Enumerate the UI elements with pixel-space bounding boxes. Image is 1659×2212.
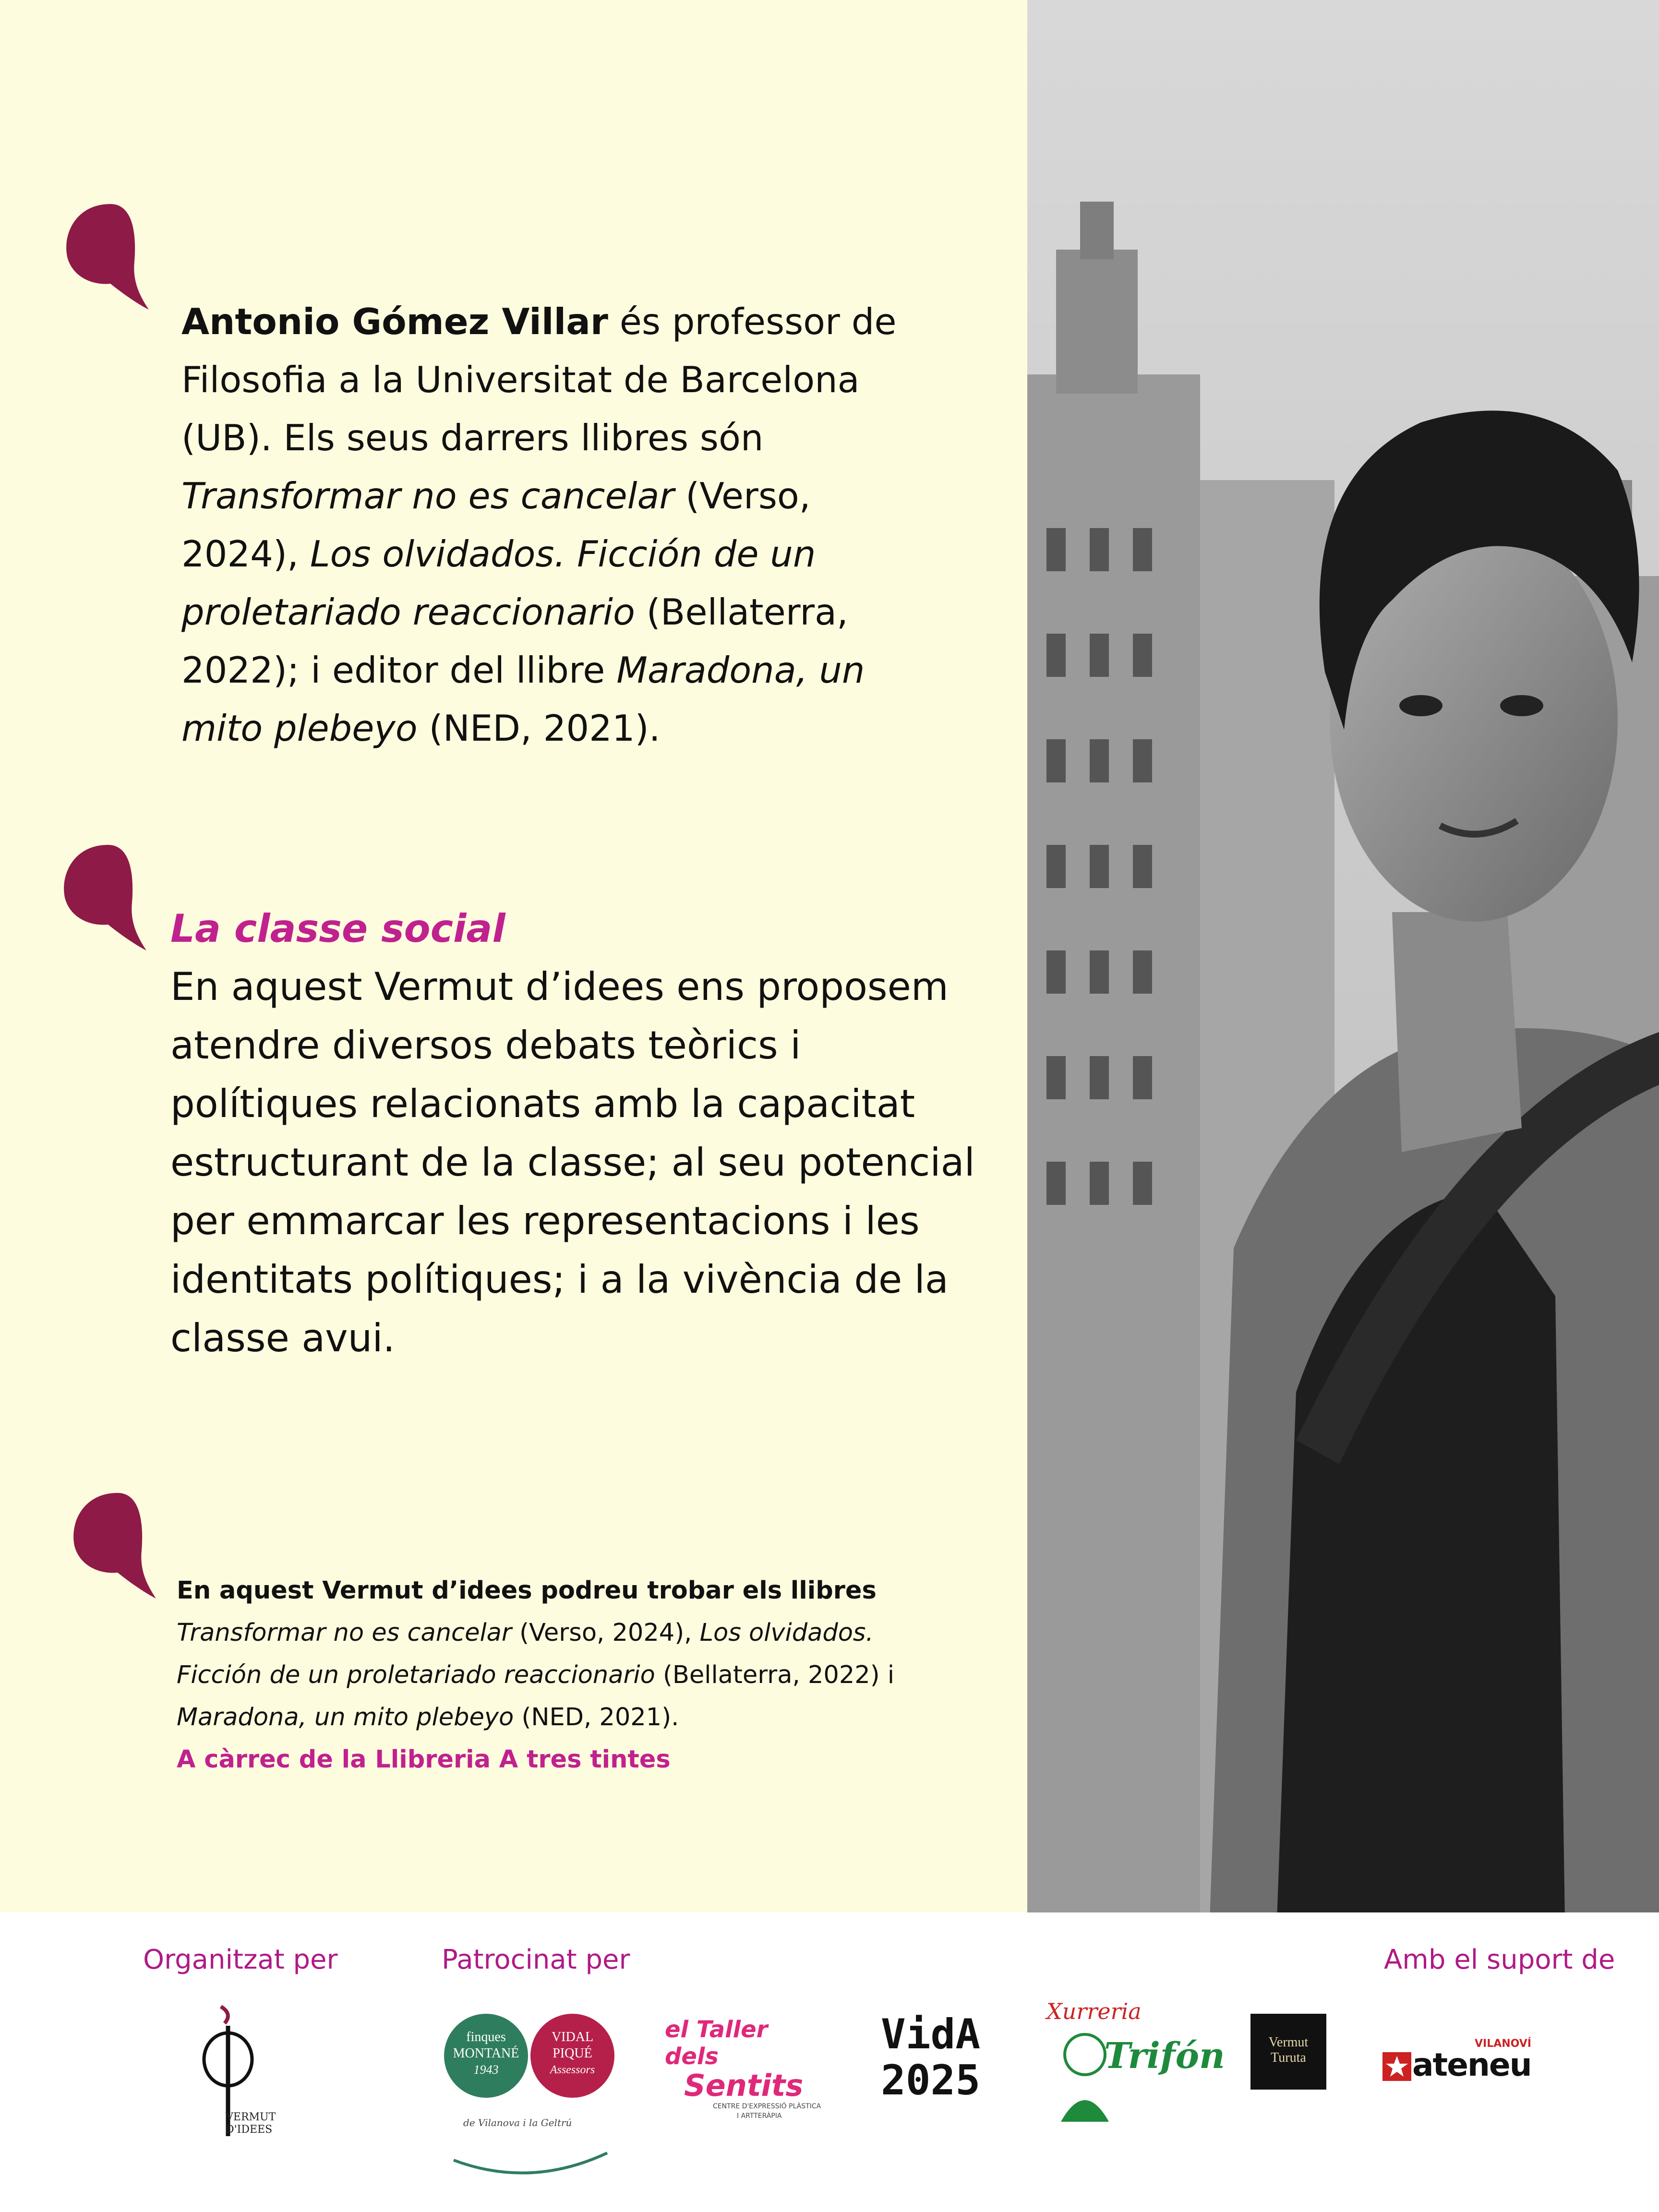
montane-line1: finques xyxy=(466,2030,506,2044)
book-title: Los olvidados. Ficción de un proletariado reaccionario xyxy=(177,1619,874,1689)
taller-line2: Sentits xyxy=(684,2068,804,2103)
vermut-logo-line2: D'IDEES xyxy=(226,2124,273,2136)
bio-paragraph xyxy=(181,293,930,757)
montane-line3: 1943 xyxy=(473,2063,499,2077)
quote-mark-icon xyxy=(55,840,151,955)
ateneu-line2: VILANOVÍ xyxy=(1475,2038,1531,2050)
vida-line1: VidA xyxy=(881,2010,981,2058)
ateneu-line1: ateneu xyxy=(1412,2046,1531,2083)
signature-logo xyxy=(444,2107,617,2179)
books-text: (Bellaterra, 2022) i xyxy=(655,1661,895,1689)
topic-section xyxy=(170,900,996,1368)
xurreria-line1: Xurreria xyxy=(1046,1998,1142,2024)
sponsored-by-label: Patrocinat per xyxy=(442,1944,630,1975)
vida-line2: 2025 xyxy=(881,2056,981,2104)
bio-text: (Verso, 2024), xyxy=(181,475,811,575)
books-section xyxy=(177,1570,926,1781)
books-list xyxy=(177,1612,926,1739)
bio-text: (NED, 2021). xyxy=(417,707,661,749)
taller-sentits-logo xyxy=(665,2016,828,2120)
turuta-line2: Turuta xyxy=(1271,2050,1306,2065)
xurreria-line2: Trifón xyxy=(1104,2035,1225,2077)
books-intro: En aquest Vermut d’idees podreu trobar els llibres xyxy=(177,1576,877,1605)
taller-line1: el Taller dels xyxy=(665,2016,768,2070)
turuta-line1: Vermut xyxy=(1268,2035,1309,2050)
vermut-idees-logo xyxy=(187,2002,276,2146)
topic-description: En aquest Vermut d’idees ens proposem atendre diversos debats teòrics i polítiques relacionats amb la capacitat estructurant de la classe; al seu potencial per emmarcar les representacions i les identitats polítiques; i a la vivència de la classe avui. xyxy=(170,964,975,1360)
portrait-photo xyxy=(1027,0,1659,1912)
organized-by-label: Organitzat per xyxy=(143,1944,338,1975)
vida-2025-logo xyxy=(881,2011,1001,2107)
vidal-line3: Assessors xyxy=(550,2064,595,2076)
supported-by-label: Amb el suport de xyxy=(1384,1944,1615,1975)
taller-line4: I ARTTERÀPIA xyxy=(737,2112,782,2120)
topic-title: La classe social xyxy=(170,906,505,951)
vermut-logo-line1: VERMUT xyxy=(226,2111,276,2123)
vermut-turuta-logo xyxy=(1250,2014,1326,2090)
finques-montane-logo xyxy=(444,2014,528,2098)
author-name: Antonio Gómez Villar xyxy=(181,301,608,343)
book-title: Transformar no es cancelar xyxy=(177,1619,512,1647)
montane-line2: MONTANÉ xyxy=(453,2046,519,2061)
star-icon xyxy=(1382,2052,1411,2081)
books-text: (Verso, 2024), xyxy=(511,1619,700,1647)
ateneu-vilanovi-logo xyxy=(1382,2038,1536,2091)
signature-text: de Vilanova i la Geltrú xyxy=(463,2117,572,2128)
bio-text: és professor de Filosofia a la Universitat de Barcelona (UB). Els seus darrers llibres són xyxy=(181,301,897,459)
taller-line3: CENTRE D'EXPRESSIÓ PLÀSTICA xyxy=(713,2103,821,2110)
book-title: Transformar no es cancelar xyxy=(181,475,674,517)
books-text: (NED, 2021). xyxy=(514,1703,679,1731)
vidal-line1: VIDAL xyxy=(551,2030,594,2044)
quote-mark-icon xyxy=(58,199,154,314)
book-title: Maradona, un mito plebeyo xyxy=(181,649,865,749)
bio-text: (Bellaterra, 2022); i editor del llibre xyxy=(181,591,848,691)
book-title: Maradona, un mito plebeyo xyxy=(177,1703,514,1731)
vidal-line2: PIQUÉ xyxy=(553,2046,592,2061)
xurreria-trifon-logo xyxy=(1042,1997,1225,2122)
vidal-pique-logo xyxy=(530,2014,614,2098)
book-title: Los olvidados. Ficción de un proletariado reaccionario xyxy=(181,533,816,633)
bookshop-credit: A càrrec de la Llibreria A tres tintes xyxy=(177,1745,671,1774)
quote-mark-icon xyxy=(65,1488,161,1603)
